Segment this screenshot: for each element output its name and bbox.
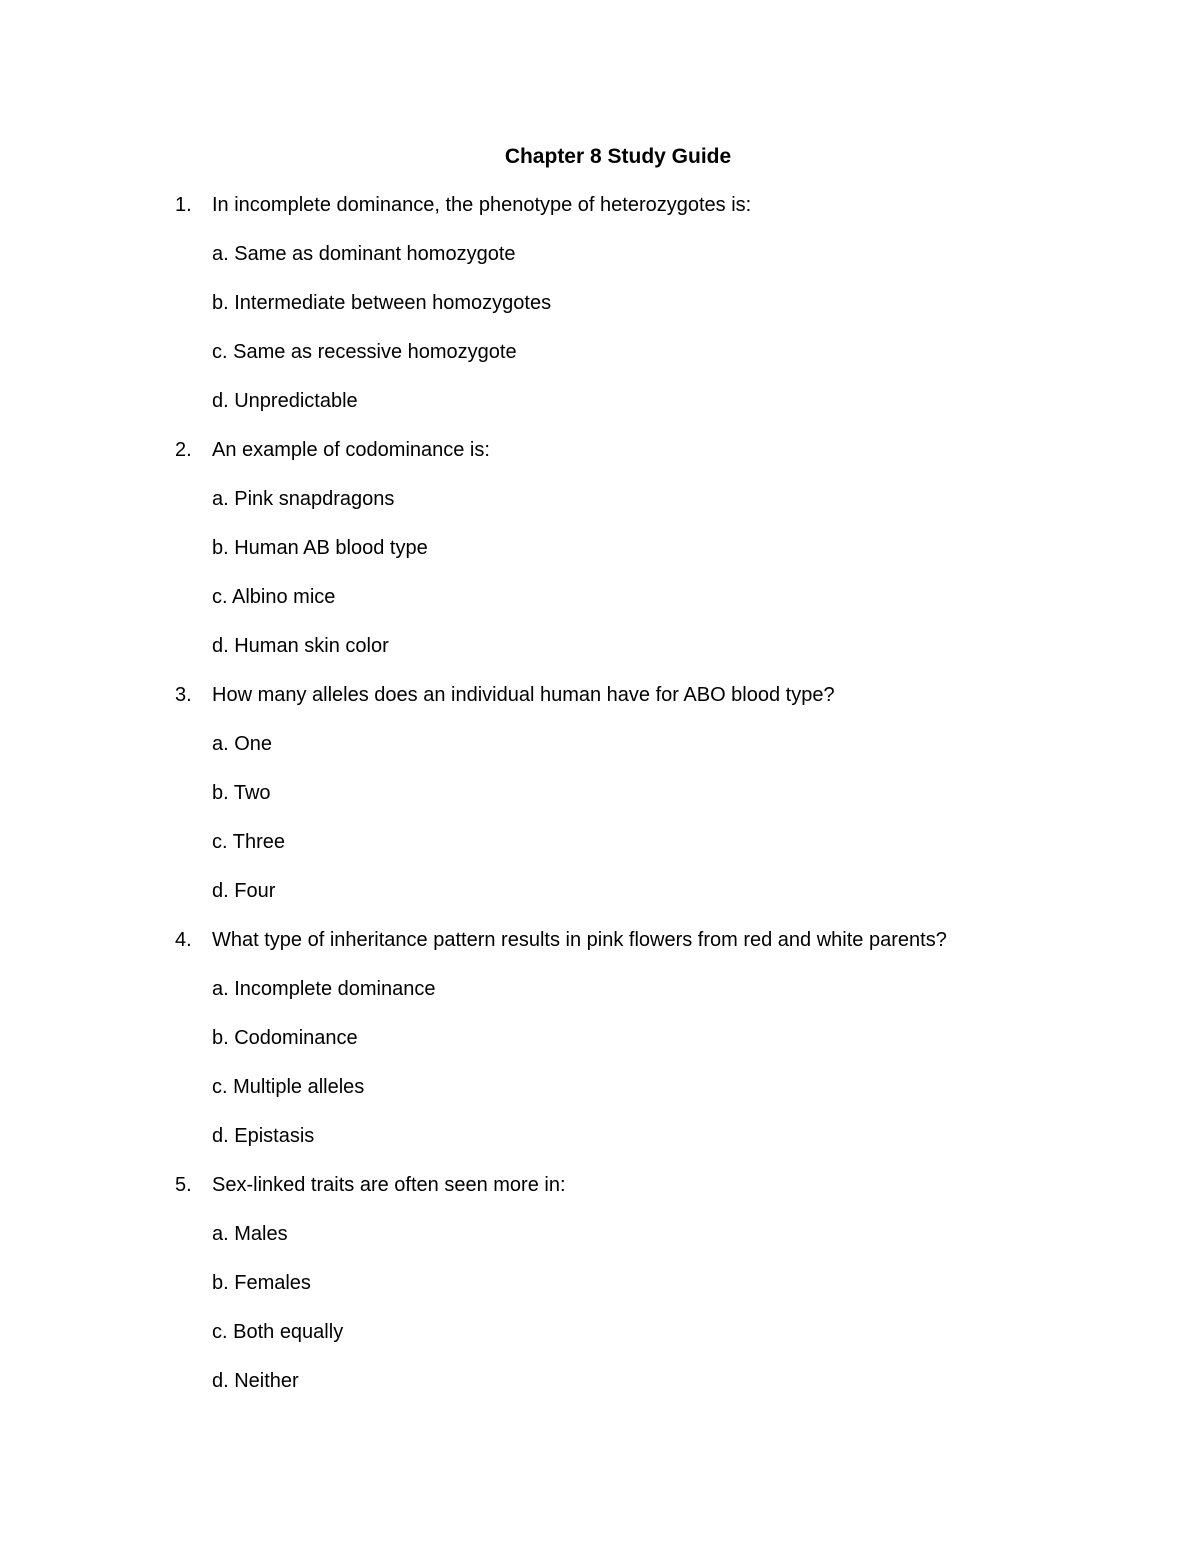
answer-option bbox=[0, 339, 1200, 388]
option-text: b. Two bbox=[212, 782, 271, 804]
question-list bbox=[0, 192, 1200, 1417]
question-number: 2. bbox=[175, 439, 192, 461]
question-number: 5. bbox=[175, 1174, 192, 1196]
answer-option bbox=[0, 388, 1200, 437]
option-text: a. One bbox=[212, 733, 273, 755]
answer-option bbox=[0, 633, 1200, 682]
answer-option bbox=[0, 1368, 1200, 1417]
question-text: Sex-linked traits are often seen more in: bbox=[212, 1174, 566, 1196]
answer-option bbox=[0, 976, 1200, 1025]
question-number: 4. bbox=[175, 929, 192, 951]
answer-option bbox=[0, 241, 1200, 290]
answer-option bbox=[0, 1270, 1200, 1319]
question-text: In incomplete dominance, the phenotype of heterozygotes is: bbox=[212, 194, 752, 216]
question-2 bbox=[0, 437, 1200, 486]
answer-option bbox=[0, 731, 1200, 780]
answer-option bbox=[0, 878, 1200, 927]
option-text: d. Unpredictable bbox=[212, 390, 358, 412]
option-text: b. Females bbox=[212, 1272, 311, 1294]
option-text: c. Three bbox=[212, 831, 285, 853]
answer-option bbox=[0, 1025, 1200, 1074]
answer-option bbox=[0, 535, 1200, 584]
answer-option bbox=[0, 1123, 1200, 1172]
option-text: a. Males bbox=[212, 1223, 288, 1245]
question-number: 3. bbox=[175, 684, 192, 706]
answer-option bbox=[0, 486, 1200, 535]
answer-option bbox=[0, 290, 1200, 339]
answer-option bbox=[0, 1221, 1200, 1270]
question-3 bbox=[0, 682, 1200, 731]
option-text: c. Albino mice bbox=[212, 586, 336, 608]
page-title: Chapter 8 Study Guide bbox=[504, 145, 732, 168]
question-number: 1. bbox=[175, 194, 192, 216]
option-text: d. Neither bbox=[212, 1370, 299, 1392]
option-text: c. Same as recessive homozygote bbox=[212, 341, 517, 363]
option-text: b. Codominance bbox=[212, 1027, 358, 1049]
question-text: How many alleles does an individual human have for ABO blood type? bbox=[212, 684, 835, 706]
option-text: a. Pink snapdragons bbox=[212, 488, 395, 510]
option-text: a. Incomplete dominance bbox=[212, 978, 436, 1000]
question-text: An example of codominance is: bbox=[212, 439, 490, 461]
answer-option bbox=[0, 1319, 1200, 1368]
question-1 bbox=[0, 192, 1200, 241]
answer-option bbox=[0, 780, 1200, 829]
option-text: b. Intermediate between homozygotes bbox=[212, 292, 552, 314]
option-text: b. Human AB blood type bbox=[212, 537, 428, 559]
option-text: d. Human skin color bbox=[212, 635, 389, 657]
question-4 bbox=[0, 927, 1200, 976]
option-text: d. Epistasis bbox=[212, 1125, 315, 1147]
question-5 bbox=[0, 1172, 1200, 1221]
question-text: What type of inheritance pattern results in pink flowers from red and white parents? bbox=[212, 929, 947, 951]
answer-option bbox=[0, 584, 1200, 633]
option-text: c. Both equally bbox=[212, 1321, 344, 1343]
option-text: a. Same as dominant homozygote bbox=[212, 243, 516, 265]
answer-option bbox=[0, 1074, 1200, 1123]
answer-option bbox=[0, 829, 1200, 878]
option-text: d. Four bbox=[212, 880, 276, 902]
option-text: c. Multiple alleles bbox=[212, 1076, 365, 1098]
